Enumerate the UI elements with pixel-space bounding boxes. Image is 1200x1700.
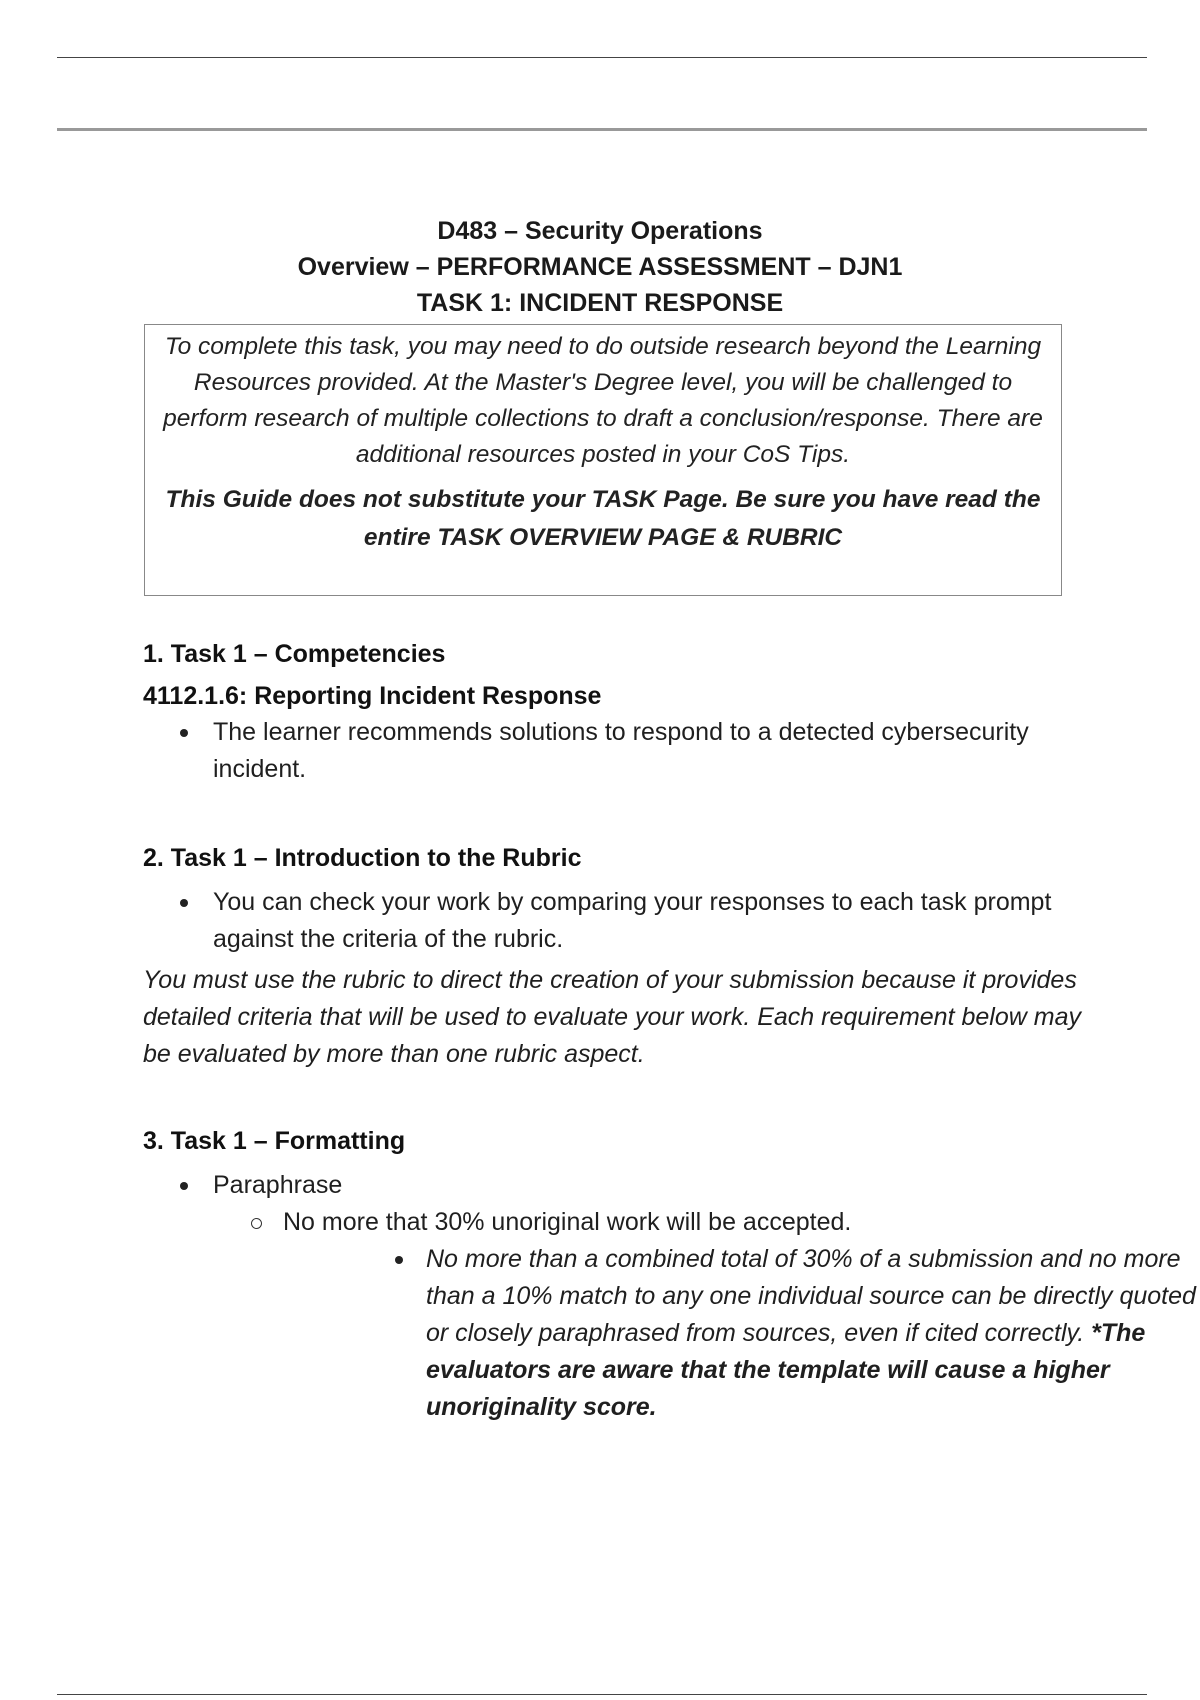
formatting-detail: No more than a combined total of 30% of a submission and no more than a 10% match to any one individual source can be directly quoted or closely paraphrased from sources, even if cited correctly.: [426, 1245, 1196, 1347]
bottom-rule: [57, 1694, 1147, 1695]
rubric-text: You can check your work by comparing your responses to each task prompt against the criteria of the rubric.: [213, 888, 1052, 953]
document-header: [0, 213, 1200, 321]
list-item: [143, 1204, 1083, 1241]
task-title: TASK 1: INCIDENT RESPONSE: [416, 289, 784, 317]
competency-text: The learner recommends solutions to respond to a detected cybersecurity incident.: [213, 718, 1029, 783]
competencies-heading: 1. Task 1 – Competencies: [143, 640, 446, 668]
hollow-bullet-icon: [251, 1218, 262, 1229]
notice-warning: This Guide does not substitute your TASK Page. Be sure you have read the entire TASK OVERVIEW PAGE & RUBRIC: [165, 486, 1041, 551]
formatting-section: [143, 1123, 1196, 1426]
notice-intro: To complete this task, you may need to do outside research beyond the Learning Resources provided. At the Master's Degree level, you will be challenged to perform research of multiple collections to draft a conclusion/response. There are additional resources posted in your CoS Tips.: [163, 333, 1043, 468]
formatting-emphasis: *The evaluators are aware that the template will cause a higher unoriginality score.: [426, 1319, 1146, 1421]
list-item: [143, 1241, 1196, 1426]
rubric-heading: 2. Task 1 – Introduction to the Rubric: [143, 844, 582, 872]
list-item: [143, 714, 1083, 788]
top-rule: [57, 57, 1147, 58]
formatting-list: [143, 1167, 1196, 1426]
main-content: [143, 636, 1196, 1426]
notice-box: [144, 324, 1062, 596]
bullet-icon: [180, 899, 188, 907]
list-item: [143, 1167, 1083, 1204]
formatting-sub-text: No more that 30% unoriginal work will be accepted.: [283, 1208, 852, 1236]
bullet-icon: [180, 729, 188, 737]
bullet-icon: [395, 1256, 403, 1264]
overview-title: Overview – PERFORMANCE ASSESSMENT – DJN1: [297, 253, 903, 281]
list-item: [143, 884, 1083, 958]
rubric-note: You must use the rubric to direct the creation of your submission because it provides detailed criteria that will be used to evaluate your work. Each requirement below may be evaluated by more than one rubric aspect.: [143, 966, 1081, 1068]
rubric-list: [143, 884, 1083, 958]
formatting-text: Paraphrase: [213, 1171, 343, 1199]
header-rule: [57, 128, 1147, 131]
bullet-icon: [180, 1182, 188, 1190]
formatting-heading: 3. Task 1 – Formatting: [143, 1127, 406, 1155]
competencies-section: [143, 636, 1083, 788]
competency-list: [143, 714, 1083, 788]
rubric-section: [143, 840, 1083, 1073]
competency-subheading: 4112.1.6: Reporting Incident Response: [143, 682, 602, 710]
course-title: D483 – Security Operations: [437, 217, 763, 245]
